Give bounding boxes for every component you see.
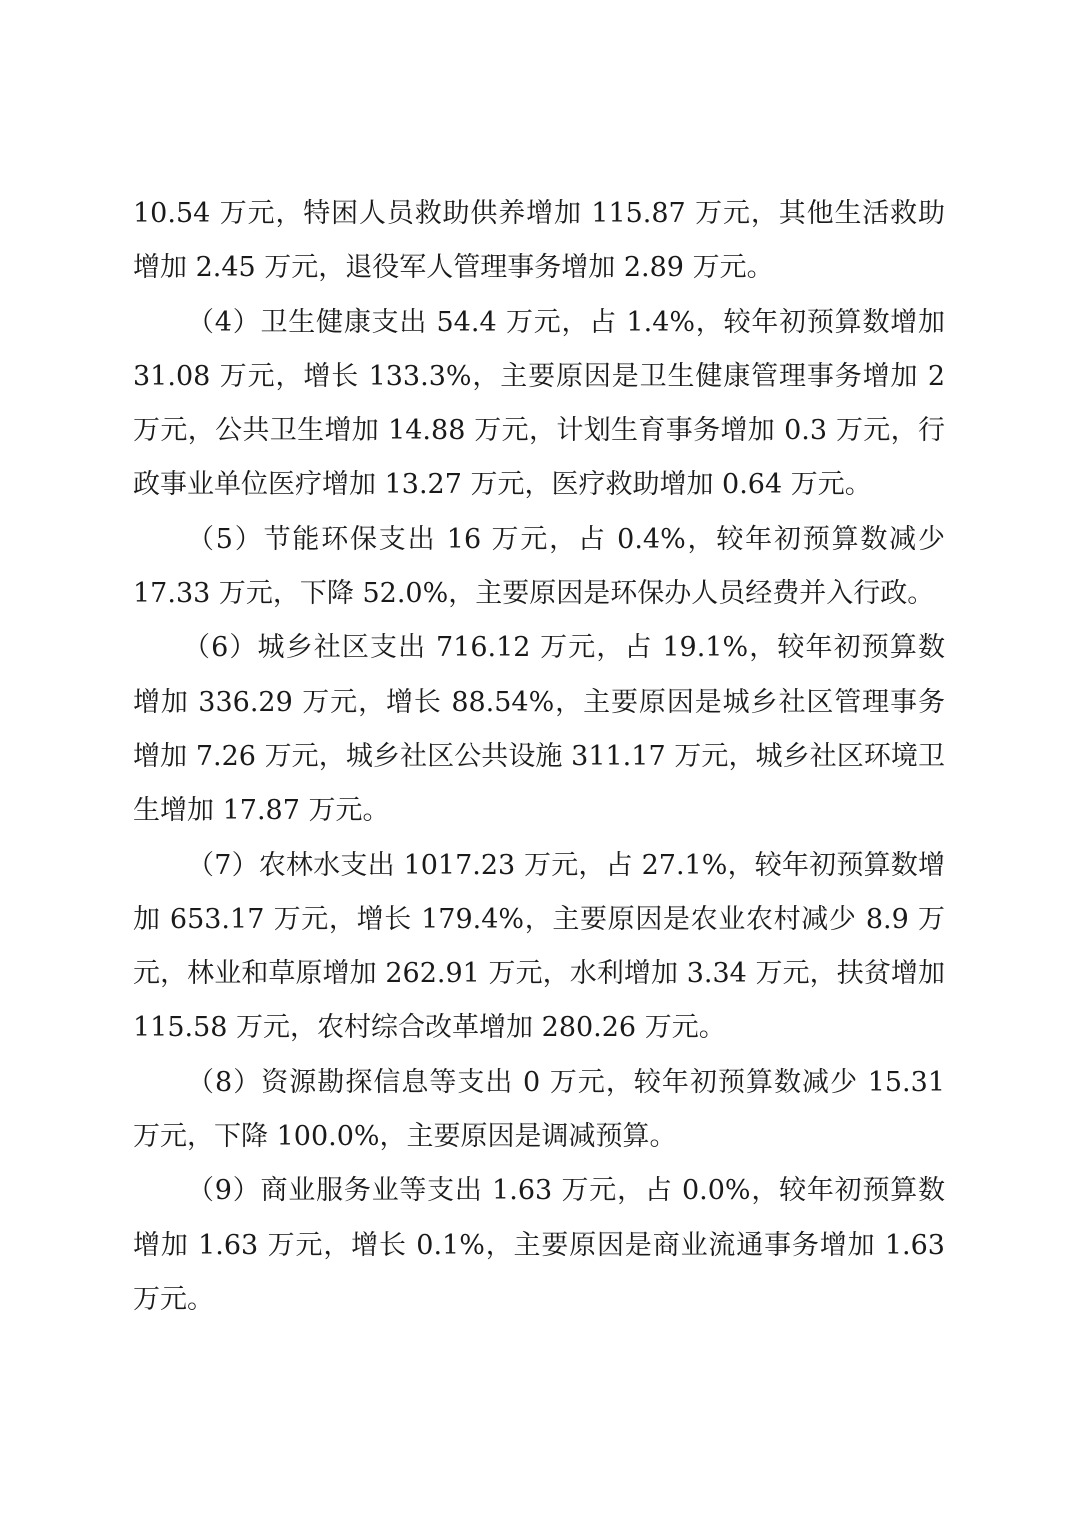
paragraph-resource-expenditure: （8）资源勘探信息等支出 0 万元，较年初预算数减少 15.31 万元，下降 100.0%，主要原因是调减预算。: [133, 1066, 945, 1153]
paragraph-agriculture-expenditure: （7）农林水支出 1017.23 万元，占 27.1%，较年初预算数增加 653.17 万元，增长 179.4%，主要原因是农业农村减少 8.9 万元，林业和草原增加 262.91 万元，水利增加 3.34 万元，扶贫增加 115.58 万元，农村综合改革增加 280.26 万元。: [133, 849, 945, 1044]
paragraph-continuation: 10.54 万元，特困人员救助供养增加 115.87 万元，其他生活救助增加 2.45 万元，退役军人管理事务增加 2.89 万元。: [133, 198, 945, 284]
document-body: [133, 187, 945, 1327]
paragraph-health-expenditure: （4）卫生健康支出 54.4 万元，占 1.4%，较年初预算数增加 31.08 万元，增长 133.3%，主要原因是卫生健康管理事务增加 2 万元，公共卫生增加 14.88 万元，计划生育事务增加 0.3 万元，行政事业单位医疗增加 13.27 万元，医疗救助增加 0.64 万元。: [133, 306, 945, 501]
paragraph-community-expenditure: （6）城乡社区支出 716.12 万元，占 19.1%，较年初预算数增加 336.29 万元，增长 88.54%，主要原因是城乡社区管理事务增加 7.26 万元，城乡社区公共设施 311.17 万元，城乡社区环境卫生增加 17.87 万元。: [133, 632, 945, 827]
paragraph-commerce-expenditure: （9）商业服务业等支出 1.63 万元，占 0.0%，较年初预算数增加 1.63 万元，增长 0.1%，主要原因是商业流通事务增加 1.63 万元。: [133, 1175, 945, 1315]
paragraph-environment-expenditure: （5）节能环保支出 16 万元，占 0.4%，较年初预算数减少 17.33 万元，下降 52.0%，主要原因是环保办人员经费并入行政。: [133, 523, 945, 610]
